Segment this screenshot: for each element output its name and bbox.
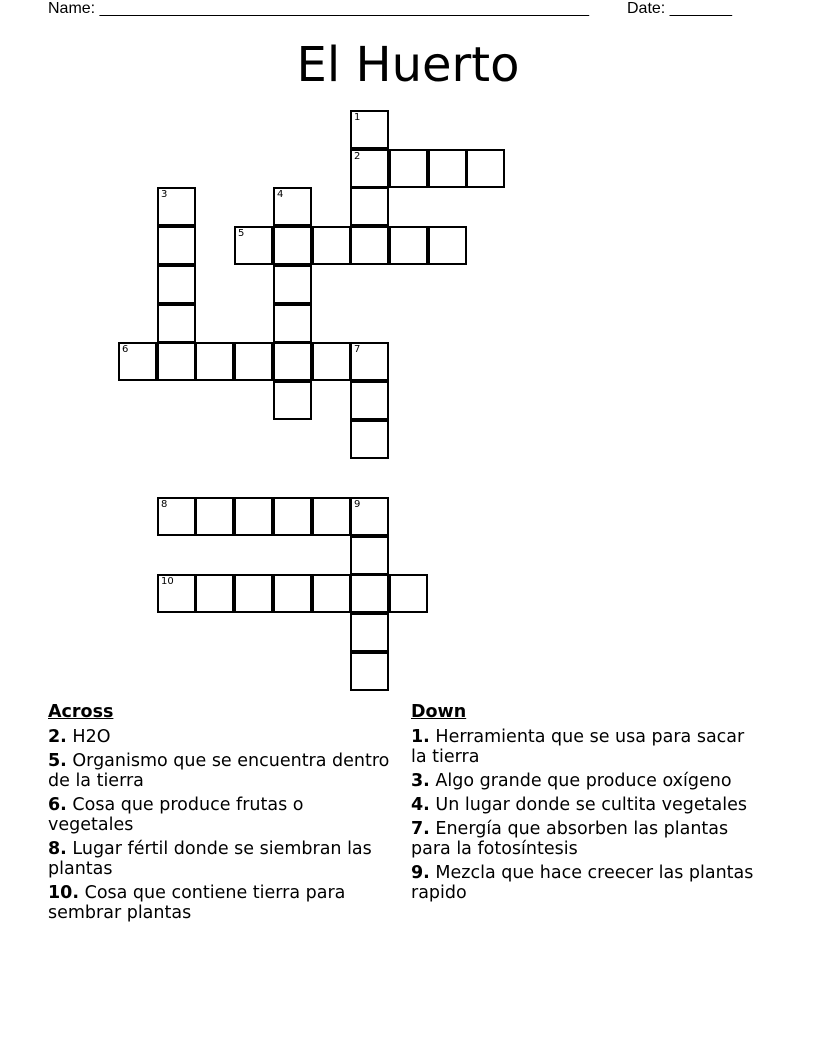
crossword-cell[interactable]: [273, 226, 312, 265]
clue-text: H2O: [72, 727, 111, 747]
down-heading: Down: [411, 702, 467, 722]
crossword-cell[interactable]: [350, 110, 389, 149]
crossword-cell[interactable]: [273, 381, 312, 420]
crossword-cell[interactable]: [273, 497, 312, 536]
clue-number: 8: [161, 499, 168, 510]
crossword-cell[interactable]: [389, 574, 428, 613]
crossword-cell[interactable]: [195, 497, 234, 536]
clue-number: 1.: [411, 727, 430, 747]
crossword-cell[interactable]: [350, 497, 389, 536]
down-clue: [411, 771, 756, 791]
crossword-cell[interactable]: [273, 265, 312, 304]
clue-number: 10.: [48, 883, 80, 903]
clue-text: Lugar fértil donde se siembran las plantas: [48, 839, 372, 879]
across-clue: [48, 751, 393, 791]
clue-number: 3: [161, 189, 168, 200]
clue-text: Organismo que se encuentra dentro de la tierra: [48, 751, 390, 791]
across-clues: [48, 702, 393, 927]
crossword-cell[interactable]: [350, 342, 389, 381]
crossword-cell[interactable]: [157, 226, 196, 265]
crossword-cell[interactable]: [157, 265, 196, 304]
clue-number: 7: [354, 344, 361, 355]
crossword-cell[interactable]: [350, 574, 389, 613]
crossword-cell[interactable]: [234, 226, 273, 265]
crossword-cell[interactable]: [389, 149, 428, 188]
clue-number: 10: [161, 576, 174, 587]
crossword-cell[interactable]: [312, 226, 351, 265]
date-field-line: Date: _______: [627, 0, 732, 17]
clue-number: 4: [277, 189, 284, 200]
crossword-cell[interactable]: [350, 613, 389, 652]
down-clue: [411, 795, 756, 815]
clue-text: Cosa que contiene tierra para sembrar plantas: [48, 883, 346, 923]
clue-number: 5: [238, 228, 245, 239]
page-title: El Huerto: [296, 37, 520, 93]
clue-text: Herramienta que se usa para sacar la tierra: [411, 727, 745, 767]
down-clue: [411, 727, 756, 767]
clue-text: Algo grande que produce oxígeno: [435, 771, 732, 791]
down-clues: [411, 702, 756, 907]
crossword-cell[interactable]: [350, 536, 389, 575]
down-clue: [411, 863, 756, 903]
crossword-cell[interactable]: [350, 149, 389, 188]
clue-number: 6.: [48, 795, 67, 815]
down-clue: [411, 819, 756, 859]
crossword-cell[interactable]: [273, 187, 312, 226]
clue-text: Cosa que produce frutas o vegetales: [48, 795, 304, 835]
clue-number: 2.: [48, 727, 67, 747]
across-clue: [48, 883, 393, 923]
across-clue-list: [48, 727, 393, 923]
clue-number: 1: [354, 112, 361, 123]
clue-text: Mezcla que hace creecer las plantas rapido: [411, 863, 754, 903]
clue-number: 7.: [411, 819, 430, 839]
crossword-cell[interactable]: [157, 497, 196, 536]
crossword-cell[interactable]: [157, 187, 196, 226]
down-clue-list: [411, 727, 756, 903]
crossword-cell[interactable]: [234, 342, 273, 381]
crossword-cell[interactable]: [234, 574, 273, 613]
clue-number: 6: [122, 344, 129, 355]
crossword-cell[interactable]: [273, 304, 312, 343]
crossword-cell[interactable]: [350, 187, 389, 226]
clue-number: 8.: [48, 839, 67, 859]
clue-number: 3.: [411, 771, 430, 791]
crossword-cell[interactable]: [350, 381, 389, 420]
clue-number: 2: [354, 151, 361, 162]
clue-text: Un lugar donde se cultita vegetales: [435, 795, 747, 815]
crossword-cell[interactable]: [428, 226, 467, 265]
crossword-cell[interactable]: [118, 342, 157, 381]
crossword-cell[interactable]: [312, 574, 351, 613]
crossword-cell[interactable]: [195, 342, 234, 381]
crossword-cell[interactable]: [389, 226, 428, 265]
clue-number: 5.: [48, 751, 67, 771]
crossword-cell[interactable]: [157, 574, 196, 613]
crossword-cell[interactable]: [312, 342, 351, 381]
clue-text: Energía que absorben las plantas para la fotosíntesis: [411, 819, 729, 859]
clue-number: 4.: [411, 795, 430, 815]
crossword-cell[interactable]: [157, 342, 196, 381]
crossword-cell[interactable]: [466, 149, 505, 188]
clue-number: 9.: [411, 863, 430, 883]
crossword-cell[interactable]: [273, 342, 312, 381]
across-clue: [48, 795, 393, 835]
crossword-cell[interactable]: [428, 149, 467, 188]
across-clue: [48, 839, 393, 879]
crossword-cell[interactable]: [195, 574, 234, 613]
crossword-cell[interactable]: [234, 497, 273, 536]
crossword-cell[interactable]: [350, 420, 389, 459]
crossword-cell[interactable]: [312, 497, 351, 536]
across-clue: [48, 727, 393, 747]
crossword-cell[interactable]: [273, 574, 312, 613]
crossword-cell[interactable]: [350, 652, 389, 691]
crossword-cell[interactable]: [157, 304, 196, 343]
clue-number: 9: [354, 499, 361, 510]
crossword-cell[interactable]: [350, 226, 389, 265]
name-field-line: Name: _______________________________________________________: [48, 0, 589, 17]
across-heading: Across: [48, 702, 114, 722]
